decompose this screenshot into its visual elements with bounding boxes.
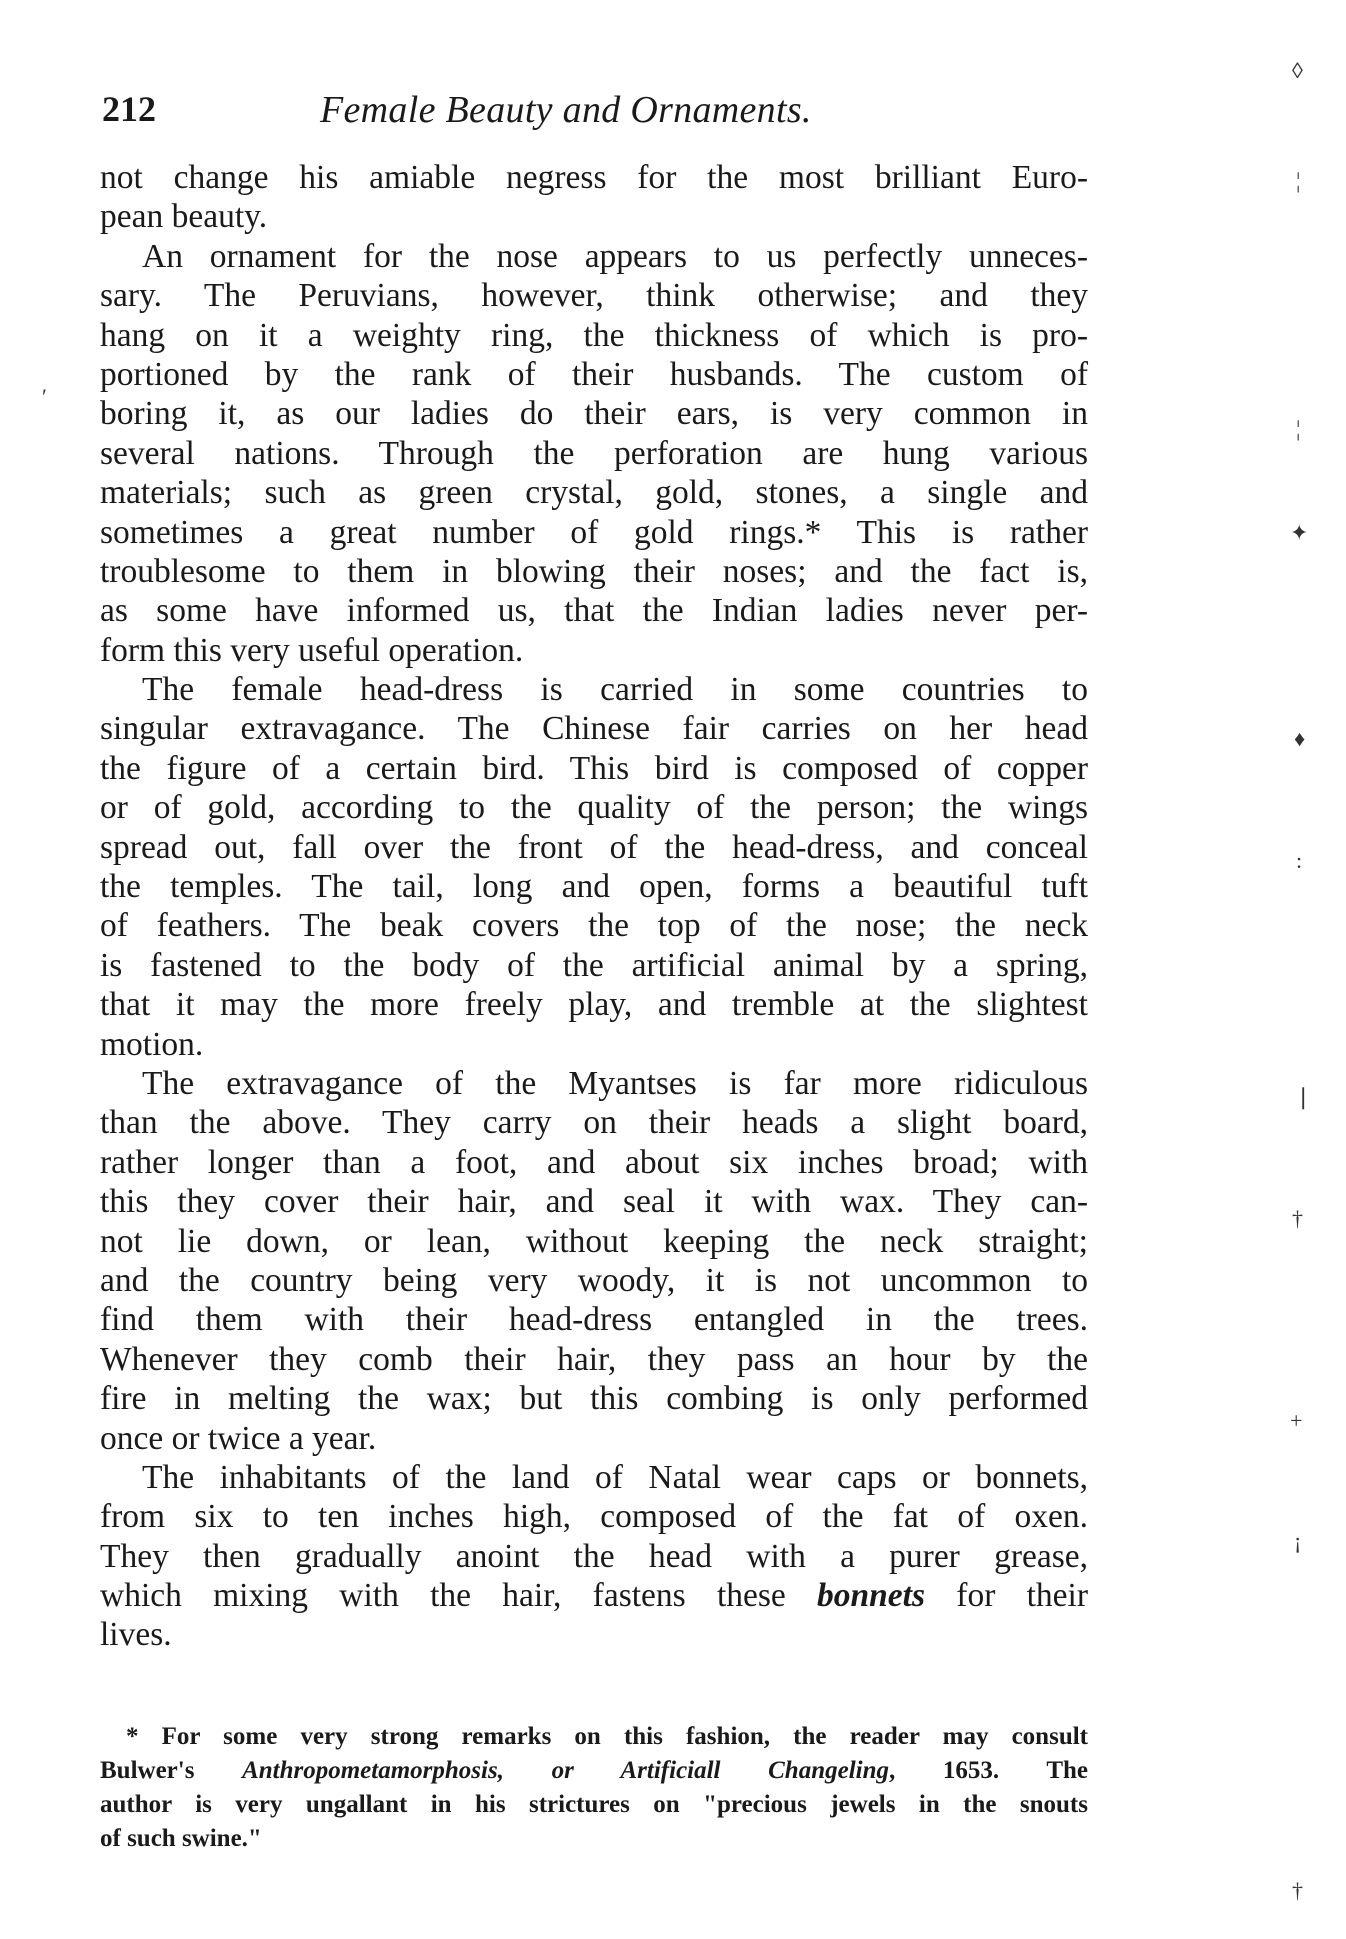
- text-line: lives.: [100, 1616, 172, 1654]
- text-line: is fastened to the body of the artificial animal by a spring,: [100, 946, 1088, 984]
- text-line: The inhabitants of the land of Natal wear caps or bonnets,: [142, 1458, 1088, 1496]
- margin-speck: ¦: [1296, 168, 1301, 193]
- text-line: not change his amiable negress for the most brilliant Euro-: [100, 159, 1088, 196]
- margin-speck: +: [1290, 1408, 1303, 1433]
- text-line: motion.: [100, 1025, 204, 1063]
- margin-speck: ❘: [1294, 1084, 1313, 1109]
- text-line: which mixing with the hair, fastens these bonnets for their: [100, 1577, 1088, 1615]
- text-line: They then gradually anoint the head with a purer grease,: [100, 1537, 1088, 1575]
- text-line: as some have informed us, that the Indian ladies never per-: [100, 592, 1088, 630]
- text-line: this they cover their hair, and seal it with wax. They can-: [100, 1183, 1088, 1221]
- text-line: fire in melting the wax; but this combing is only performed: [100, 1380, 1088, 1418]
- margin-speck: ¦: [1296, 416, 1301, 441]
- text-line: that it may the more freely play, and tremble at the slightest: [100, 986, 1088, 1024]
- footnote-line: Bulwer's Anthropometamorphosis, or Artificiall Changeling, 1653. The: [100, 1757, 1088, 1784]
- margin-speck: ′: [42, 384, 47, 409]
- footnote: [100, 1720, 1088, 1856]
- footnote-line: * For some very strong remarks on this fashion, the reader may consult: [126, 1723, 1088, 1750]
- text-line: or of gold, according to the quality of the person; the wings: [100, 789, 1088, 827]
- text-line: not lie down, or lean, without keeping the neck straight;: [100, 1222, 1088, 1260]
- margin-speck: †: [1292, 1878, 1303, 1903]
- text-line: The female head-dress is carried in some countries to: [142, 671, 1088, 709]
- running-head: [102, 88, 1092, 138]
- text-line: find them with their head-dress entangled in the trees.: [100, 1301, 1088, 1339]
- margin-speck: †: [1292, 1206, 1303, 1231]
- text-line: from six to ten inches high, composed of the fat of oxen.: [100, 1498, 1088, 1536]
- text-line: hang on it a weighty ring, the thickness of which is pro-: [100, 316, 1088, 354]
- text-line: of feathers. The beak covers the top of the nose; the neck: [100, 907, 1088, 945]
- text-line: and the country being very woody, it is not uncommon to: [100, 1261, 1088, 1299]
- text-line: troublesome to them in blowing their noses; and the fact is,: [100, 552, 1088, 590]
- text-line: pean beauty.: [100, 198, 268, 236]
- margin-speck: ¡: [1294, 1528, 1302, 1553]
- text-line: spread out, fall over the front of the head-dress, and conceal: [100, 828, 1088, 866]
- text-line: sary. The Peruvians, however, think otherwise; and they: [100, 277, 1088, 315]
- text-line: An ornament for the nose appears to us perfectly unneces-: [142, 237, 1088, 275]
- text-line: Whenever they comb their hair, they pass an hour by the: [100, 1340, 1088, 1378]
- book-title: Anthropometamorphosis, or Artificiall Changeling: [242, 1757, 890, 1784]
- text-line: the temples. The tail, long and open, forms a beautiful tuft: [100, 868, 1088, 906]
- text-line: once or twice a year.: [100, 1419, 377, 1457]
- text-line: boring it, as our ladies do their ears, is very common in: [100, 395, 1088, 433]
- text-line: singular extravagance. The Chinese fair carries on her head: [100, 710, 1088, 748]
- text-line: than the above. They carry on their heads a slight board,: [100, 1104, 1088, 1142]
- text-line: rather longer than a foot, and about six inches broad; with: [100, 1143, 1088, 1181]
- running-title: Female Beauty and Ornaments.: [320, 89, 812, 131]
- text-line: sometimes a great number of gold rings.* This is rather: [100, 513, 1088, 551]
- margin-speck: ♦: [1294, 726, 1306, 751]
- italic-term: bonnets: [817, 1577, 926, 1615]
- text-line: several nations. Through the perforation are hung various: [100, 434, 1088, 472]
- text-line: portioned by the rank of their husbands. The custom of: [100, 355, 1088, 393]
- text-line: the figure of a certain bird. This bird is composed of copper: [100, 749, 1088, 787]
- text-line: The extravagance of the Myantses is far more ridiculous: [142, 1064, 1088, 1102]
- margin-speck: ◊: [1292, 58, 1303, 83]
- page-number: 212: [102, 89, 156, 129]
- margin-speck: ✦: [1290, 520, 1309, 545]
- margin-speck: :: [1296, 848, 1303, 873]
- footnote-line: author is very ungallant in his strictures on "precious jewels in the snouts: [100, 1791, 1088, 1818]
- footnote-line: of such swine.": [100, 1825, 262, 1852]
- text-line: materials; such as green crystal, gold, stones, a single and: [100, 474, 1088, 512]
- text-line: form this very useful operation.: [100, 631, 524, 669]
- body-text: [100, 158, 1088, 1655]
